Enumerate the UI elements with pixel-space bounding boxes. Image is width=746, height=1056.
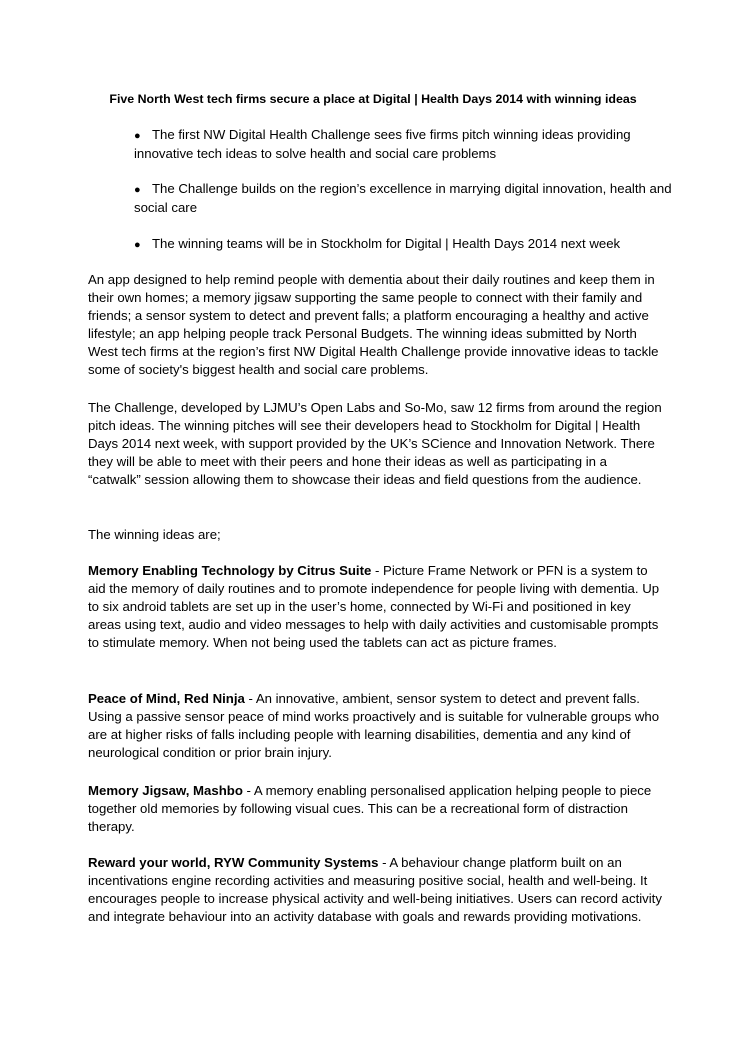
intro-paragraph: An app designed to help remind people with dementia about their daily routines and keep them in their own homes; a memory jigsaw supporting the same people to connect with their family and friends; a sensor system to detect and prevent falls; a platform encouraging a healthy and active lifestyle; an app helping people track Personal Budgets. The winning ideas submitted by North West tech firms at the region’s first NW Digital Health Challenge provide innovative ideas to tackle some of society's biggest health and social care problems.	[88, 272, 659, 377]
bullet-dot-icon: ●	[134, 239, 141, 251]
idea-name: Peace of Mind, Red Ninja	[88, 691, 245, 706]
bullet-item	[134, 235, 674, 254]
idea-paragraph	[88, 562, 662, 652]
bullet-text: The winning teams will be in Stockholm for Digital | Health Days 2014 next week	[152, 236, 621, 251]
idea-paragraph	[88, 854, 662, 926]
idea-paragraph	[88, 690, 662, 762]
idea-description: - A behaviour change platform built on an incentivations engine recording activities and measuring positive social, health and well-being. It encourages people to increase physical activity and well-being initiatives. Users can record activity and integrate behaviour into an activity database with goals and rewards providing motivations.	[88, 855, 662, 924]
winning-intro-paragraph: The winning ideas are;	[88, 527, 221, 542]
idea-name: Reward your world, RYW Community Systems	[88, 855, 379, 870]
idea-paragraph	[88, 782, 662, 836]
idea-description: - Picture Frame Network or PFN is a system to aid the memory of daily routines and to promote independence for people living with dementia. Up to six android tablets are set up in the user’s home, connected by Wi-Fi and positioned in key areas using text, audio and video messages to help with daily activities and customisable prompts to stimulate memory. When not being used the tablets can act as picture frames.	[88, 563, 660, 650]
bullet-text: The first NW Digital Health Challenge sees five firms pitch winning ideas providing innovative tech ideas to solve health and social care problems	[134, 127, 631, 161]
bullet-dot-icon: ●	[134, 130, 141, 142]
idea-name: Memory Enabling Technology by Citrus Suite	[88, 563, 372, 578]
idea-name: Memory Jigsaw, Mashbo	[88, 783, 243, 798]
bullet-item	[134, 180, 674, 217]
idea-description: - A memory enabling personalised application helping people to piece together old memories by following visual cues. This can be a recreational form of distraction therapy.	[88, 783, 652, 834]
challenge-paragraph: The Challenge, developed by LJMU’s Open Labs and So-Mo, saw 12 firms from around the region pitch ideas. The winning pitches will see their developers head to Stockholm for Digital | Health Days 2014 next week, with support provided by the UK’s SCience and Innovation Network. There they will be able to meet with their peers and hone their ideas as well as participating in a “catwalk” session allowing them to showcase their ideas and field questions from the audience.	[88, 400, 662, 487]
idea-description: - An innovative, ambient, sensor system to detect and prevent falls. Using a passive sensor peace of mind works proactively and is suitable for vulnerable groups who are at higher risks of falls including people with learning disabilities, dementia and any kind of neurological condition or prior brain injury.	[88, 691, 660, 760]
page-title: Five North West tech firms secure a place at Digital | Health Days 2014 with winning ideas	[109, 92, 637, 106]
bullet-item	[134, 126, 674, 163]
bullet-text: The Challenge builds on the region’s excellence in marrying digital innovation, health and social care	[134, 181, 672, 215]
bullet-dot-icon: ●	[134, 184, 141, 196]
